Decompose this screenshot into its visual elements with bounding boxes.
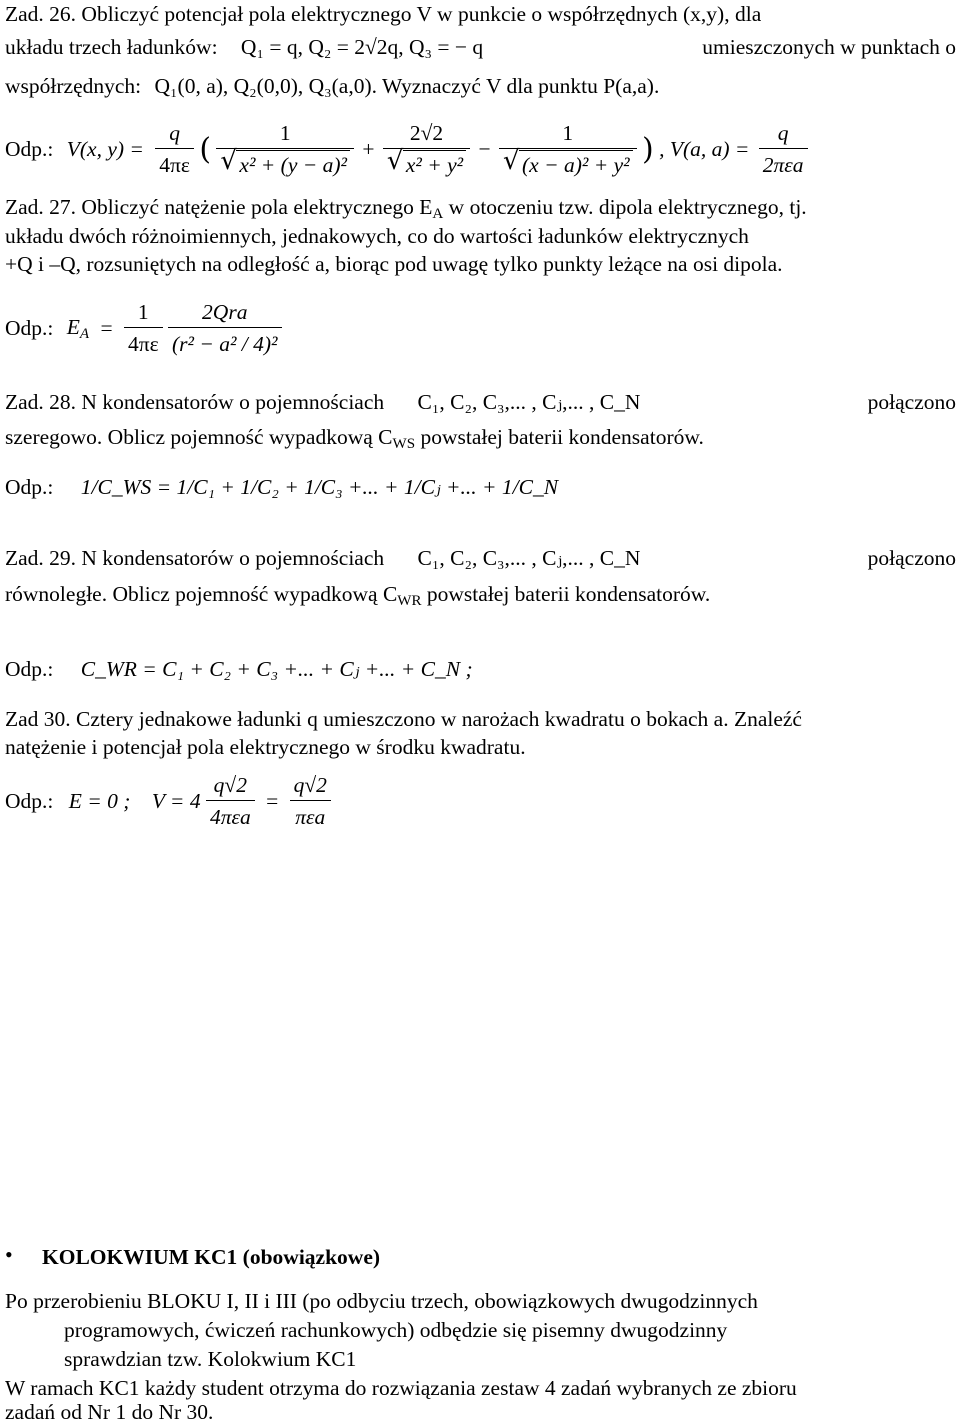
zad30-frac1	[206, 770, 255, 833]
zad26-term3-den: (x − a)² + y²	[519, 150, 633, 179]
zad28-line1-pre: Zad. 28. N kondensatorów o pojemnościach	[5, 390, 385, 414]
zad26-close-paren: )	[641, 132, 654, 167]
kolokwium-p1-line1: Po przerobieniu BLOKU I, II i III (po odbyciu trzech, obowiązkowych dwugodzinnych	[5, 1289, 758, 1313]
zad26-term1-den-wrap	[216, 149, 354, 181]
zad27-frac2-den: (r² − a² / 4)²	[172, 332, 278, 356]
zad27-frac1-num: 1	[124, 297, 163, 328]
zad26-term3-den-wrap	[499, 149, 637, 181]
zad26-answer	[5, 118, 808, 181]
zad26-minus: −	[478, 137, 491, 161]
zad26-line2	[5, 33, 956, 61]
kolokwium-title: KOLOKWIUM KC1 (obowiązkowe)	[42, 1245, 381, 1269]
zad26-term2-den-wrap	[383, 149, 470, 181]
zad26-term3-num: 1	[499, 118, 637, 149]
zad26-line3-post: . Wyznaczyć V dla punktu P(a,a).	[371, 74, 660, 98]
zad27-eq: =	[100, 316, 113, 340]
zad30-frac1-den: 4πεa	[209, 805, 251, 829]
zad27-odp-label: Odp.:	[5, 316, 54, 340]
zad30-odp-label: Odp.:	[5, 789, 54, 813]
zad29-caps: C₁, C₂, C₃,... , Cⱼ,... , C_N	[417, 546, 641, 570]
zad29-line2-text: równoległe. Oblicz pojemność wypadkową C	[5, 582, 398, 606]
zad29-line1-post: połączono	[867, 546, 956, 570]
zad30-line2: natężenie i potencjał pola elektrycznego w środku kwadratu.	[5, 735, 526, 759]
zad27-lhs-sub: A	[79, 325, 90, 342]
zad28-line2	[5, 423, 704, 458]
zad28-caps: C₁, C₂, C₃,... , Cⱼ,... , C_N	[417, 390, 641, 414]
zad26-answer-lhs: V(x, y) =	[66, 137, 144, 161]
zad28-line1	[5, 388, 956, 416]
zad27-answer	[5, 297, 282, 360]
zad27-frac1-den: 4πε	[127, 332, 159, 356]
zad26-charges: Q₁ = q, Q₂ = 2√2q, Q₃ = − q	[240, 35, 484, 59]
zad26-line2-post: umieszczonych w punktach o	[702, 35, 956, 59]
zad30-e-part: E = 0 ;	[68, 789, 131, 813]
zad26-odp-label: Odp.:	[5, 137, 54, 161]
zad29-line2	[5, 580, 710, 615]
zad26-prefactor-num: q	[155, 118, 194, 149]
zad29-odp-label: Odp.:	[5, 657, 54, 681]
zad26-term1-num: 1	[216, 118, 354, 149]
kolokwium-p1-line2: programowych, ćwiczeń rachunkowych) odbędzie się pisemny dwugodzinny	[64, 1318, 728, 1342]
zad26-line2-pre: układu trzech ładunków:	[5, 35, 218, 59]
zad27-lhs	[66, 314, 90, 342]
zad30-v-eq: =	[266, 789, 279, 813]
zad26-open-paren: (	[199, 132, 212, 167]
zad27-frac1	[124, 297, 163, 360]
zad28-answer	[5, 473, 558, 501]
kolokwium-bullet: •	[5, 1242, 13, 1267]
zad27-line1-post: w otoczeniu tzw. dipola elektrycznego, tj.	[443, 195, 807, 219]
zad30-frac2-num: q√2	[290, 770, 331, 801]
zad30-line1: Zad 30. Cztery jednakowe ładunki q umieszczono w narożach kwadratu o bokach a. Znaleźć	[5, 707, 802, 731]
zad30-frac2	[290, 770, 331, 833]
zad28-line2-post: powstałej baterii kondensatorów.	[415, 425, 704, 449]
zad26-term2-den: x² + y²	[403, 150, 466, 179]
zad26-line3-pre: współrzędnych:	[5, 74, 142, 98]
zad28-formula: 1/C_WS = 1/C₁ + 1/C₂ + 1/C₃ +... + 1/Cⱼ +... + 1/C_N	[80, 475, 559, 499]
zad29-line2-post: powstałej baterii kondensatorów.	[421, 582, 711, 606]
zad28-line2-text: szeregowo. Oblicz pojemność wypadkową C	[5, 425, 393, 449]
zad26-term3	[499, 118, 637, 181]
zad27-line1-sub: A	[432, 206, 444, 222]
zad26-positions: Q₁(0, a), Q₂(0,0), Q₃(a,0)	[154, 74, 372, 98]
zad29-line1	[5, 544, 956, 572]
zad26-answer2-num: q	[759, 118, 808, 149]
kolokwium-p1-line3: sprawdzian tzw. Kolokwium KC1	[64, 1347, 357, 1371]
zad26-answer2	[759, 118, 808, 181]
zad26-answer2-lhs: , V(a, a) =	[659, 137, 750, 161]
zad27-line2: układu dwóch różnoimiennych, jednakowych, co do wartości ładunków elektrycznych	[5, 224, 749, 248]
zad30-frac2-den: πεa	[295, 805, 326, 829]
zad26-term2	[383, 118, 470, 181]
zad28-odp-label: Odp.:	[5, 475, 54, 499]
zad26-term1	[216, 118, 354, 181]
zad30-v-lhs: V = 4	[151, 789, 201, 813]
zad26-term2-num: 2√2	[383, 118, 470, 149]
zad26-line1: Zad. 26. Obliczyć potencjał pola elektrycznego V w punkcie o współrzędnych (x,y), dla	[5, 2, 762, 26]
zad26-prefactor-den: 4πε	[159, 153, 190, 177]
zad29-line1-pre: Zad. 29. N kondensatorów o pojemnościach	[5, 546, 385, 570]
zad26-prefactor	[155, 118, 194, 181]
zad28-line2-sub: WS	[392, 436, 416, 452]
zad30-frac1-num: q√2	[206, 770, 255, 801]
zad29-line2-sub: WR	[397, 593, 422, 609]
kolokwium-p2-line1: W ramach KC1 każdy student otrzyma do rozwiązania zestaw 4 zadań wybranych ze zbioru	[5, 1376, 797, 1400]
zad30-answer	[5, 770, 331, 833]
kolokwium-p2-line2: zadań od Nr 1 do Nr 30.	[5, 1400, 214, 1424]
zad27-frac2	[168, 297, 282, 360]
zad27-line1-text: Zad. 27. Obliczyć natężenie pola elektrycznego E	[5, 195, 433, 219]
zad26-term1-den: x² + (y − a)²	[236, 150, 350, 179]
zad29-formula: C_WR = C₁ + C₂ + C₃ +... + Cⱼ +... + C_N ;	[80, 657, 473, 681]
zad27-frac2-num: 2Qra	[168, 297, 282, 328]
zad27-lhs-text: E	[66, 314, 80, 339]
zad29-answer	[5, 655, 473, 683]
zad26-answer2-den: 2πεa	[762, 153, 804, 177]
zad26-plus: +	[362, 137, 375, 161]
zad26-line3	[5, 72, 659, 100]
zad27-line3: +Q i –Q, rozsuniętych na odległość a, biorąc pod uwagę tylko punkty leżące na osi dipola.	[5, 252, 783, 276]
zad28-line1-post: połączono	[867, 390, 956, 414]
